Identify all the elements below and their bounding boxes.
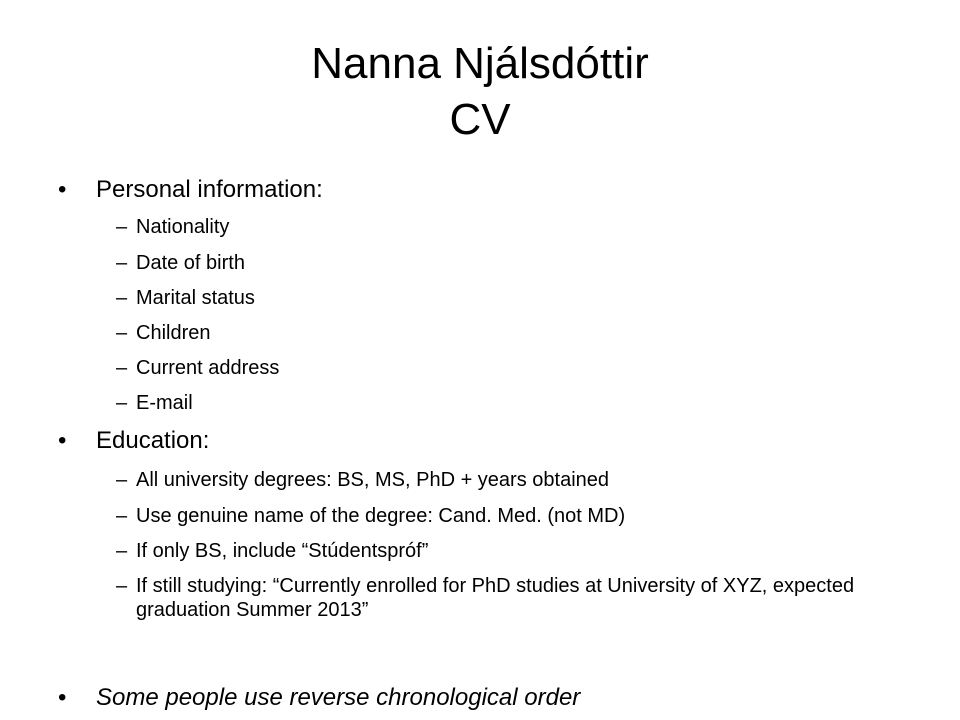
bullet-text: Personal information: [96, 176, 323, 203]
sub-bullet-text: If only BS, include “Stúdentspróf” [136, 540, 429, 562]
dash-marker: – [116, 287, 128, 309]
dash-marker: – [116, 505, 128, 527]
bullet-text: Education: [96, 427, 210, 454]
sub-bullet-children [116, 321, 906, 345]
sub-bullet-nationality [116, 215, 906, 239]
sub-bullet-degrees [116, 468, 906, 492]
sub-bullet-current-address [116, 356, 906, 380]
dash-marker: – [116, 392, 128, 414]
sub-bullet-email [116, 391, 906, 415]
dash-marker: – [116, 469, 128, 491]
sub-bullet-text: Marital status [136, 287, 255, 309]
bullet-education [58, 427, 209, 455]
sub-bullet-text: Children [136, 322, 211, 344]
bullet-marker: • [58, 684, 67, 711]
title-cv: CV [449, 95, 511, 144]
dash-marker: – [116, 252, 128, 274]
dash-marker: – [116, 540, 128, 562]
dash-marker: – [116, 357, 128, 379]
dash-marker: – [116, 575, 128, 597]
dash-marker: – [116, 216, 128, 238]
bullet-personal-information [58, 176, 323, 204]
sub-bullet-text: If still studying: “Currently enrolled for PhD studies at University of XYZ, expected graduation Summer 2013” [136, 575, 855, 621]
bullet-reverse-chronological [58, 684, 580, 712]
sub-bullet-text: Date of birth [136, 252, 245, 274]
sub-bullet-degree-name [116, 504, 906, 528]
dash-marker: – [116, 322, 128, 344]
sub-bullet-date-of-birth [116, 251, 906, 275]
title-name: Nanna Njálsdóttir [311, 39, 649, 88]
sub-bullet-still-studying [116, 574, 906, 622]
sub-bullet-only-bs [116, 539, 906, 563]
sub-bullet-text: All university degrees: BS, MS, PhD + years obtained [136, 469, 610, 491]
sub-bullet-marital-status [116, 286, 906, 310]
bullet-text: Some people use reverse chronological order [96, 684, 581, 711]
sub-bullet-text: Nationality [136, 216, 230, 238]
sub-bullet-text: Use genuine name of the degree: Cand. Med. (not MD) [136, 505, 626, 527]
bullet-marker: • [58, 427, 67, 454]
sub-bullet-text: Current address [136, 357, 280, 379]
sub-bullet-text: E-mail [136, 392, 193, 414]
bullet-marker: • [58, 176, 67, 203]
